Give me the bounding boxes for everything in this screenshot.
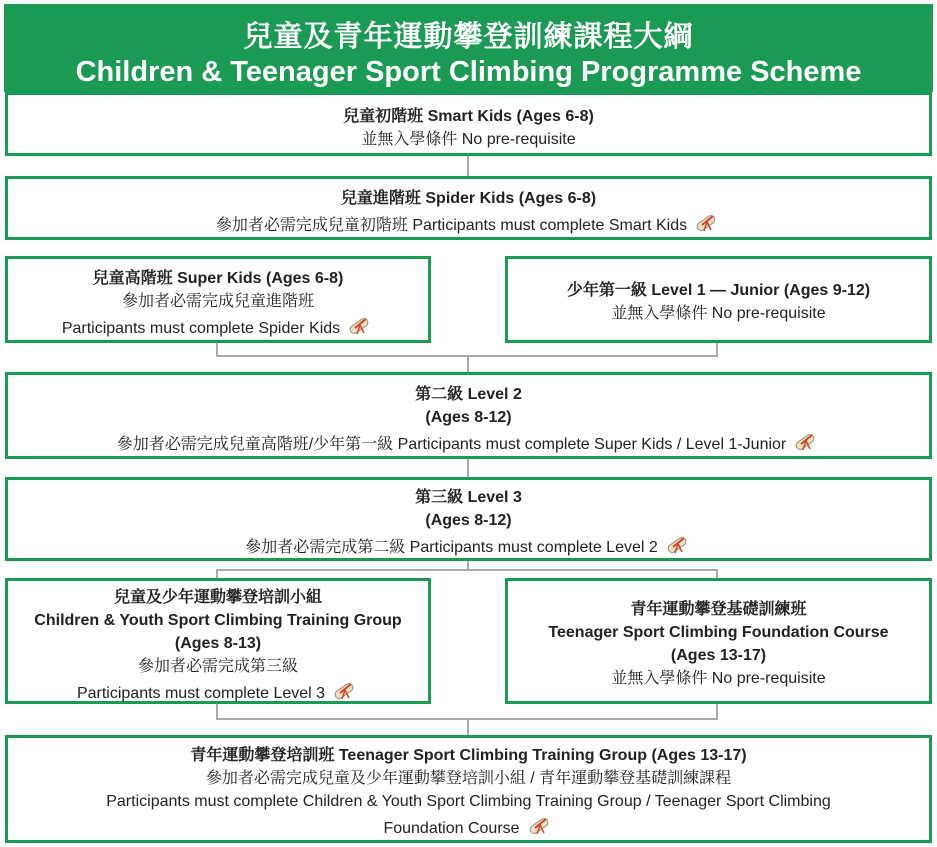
certificate-scroll-icon bbox=[790, 429, 820, 455]
course-requirement-line bbox=[8, 313, 428, 340]
course-requirement-zh: 參加者必需完成第三級 bbox=[137, 658, 298, 675]
course-title-zh: 青年運動攀登基礎訓練班 bbox=[630, 601, 807, 618]
connector-line bbox=[467, 356, 469, 372]
title-english: Children & Teenager Sport Climbing Programme Scheme bbox=[75, 56, 862, 88]
course-super-kids bbox=[5, 256, 431, 343]
course-requirement-line bbox=[8, 210, 929, 237]
course-requirement-zh: 參加者必需完成兒童及少年運動攀登培訓小組 / 青年運動攀登基礎訓練課程 bbox=[205, 770, 732, 787]
course-youth-training-group bbox=[5, 578, 431, 704]
course-requirement: 參加者必需完成兒童高階班/少年第一級 Participants must complete Super Kids / Level 1-Junior bbox=[116, 436, 787, 453]
course-requirement: 並無入學條件 No pre-requisite bbox=[611, 305, 826, 322]
course-title-en: Children & Youth Sport Climbing Training Group bbox=[34, 612, 402, 629]
certificate-scroll-icon bbox=[329, 678, 359, 704]
connector-line bbox=[467, 458, 469, 477]
scheme-header bbox=[4, 4, 933, 92]
course-requirement-line bbox=[8, 532, 929, 559]
course-requirement-en: Participants must complete Children & Youth Sport Climbing Training Group / Teenager Sport Climbing bbox=[106, 793, 831, 810]
course-level2 bbox=[5, 372, 932, 459]
title-chinese: 兒童及青年運動攀登訓練課程大綱 bbox=[243, 21, 694, 53]
course-requirement-en: Participants must complete Spider Kids bbox=[61, 320, 341, 337]
course-title: 青年運動攀登培訓班 Teenager Sport Climbing Training Group (Ages 13-17) bbox=[190, 747, 747, 764]
connector-line bbox=[716, 342, 718, 356]
connector-line bbox=[216, 342, 218, 356]
connector-line bbox=[716, 703, 718, 719]
course-ages: (Ages 8-12) bbox=[425, 409, 512, 426]
course-requirement: 並無入學條件 No pre-requisite bbox=[611, 670, 826, 687]
course-title: 兒童進階班 Spider Kids (Ages 6-8) bbox=[340, 190, 597, 207]
course-ages: (Ages 8-13) bbox=[174, 635, 262, 652]
course-requirement-en-cont: Foundation Course bbox=[383, 820, 520, 837]
connector-line bbox=[216, 570, 218, 578]
course-teen-foundation bbox=[505, 578, 932, 704]
course-requirement: 參加者必需完成兒童初階班 Participants must complete Smart Kids bbox=[215, 217, 688, 234]
course-title: 第三級 Level 3 bbox=[415, 489, 522, 506]
connector-line bbox=[716, 570, 718, 578]
certificate-scroll-icon bbox=[524, 813, 554, 839]
course-requirement-line bbox=[8, 813, 929, 840]
course-requirement-en: Participants must complete Level 3 bbox=[76, 685, 326, 702]
connector-line bbox=[216, 703, 218, 719]
course-spider-kids bbox=[5, 176, 932, 240]
course-title-zh: 兒童及少年運動攀登培訓小組 bbox=[113, 589, 322, 606]
certificate-scroll-icon bbox=[662, 532, 692, 558]
course-requirement: 並無入學條件 No pre-requisite bbox=[361, 131, 576, 148]
course-title: 兒童初階班 Smart Kids (Ages 6-8) bbox=[343, 108, 594, 125]
certificate-scroll-icon bbox=[691, 210, 721, 236]
course-title-en: Teenager Sport Climbing Foundation Course bbox=[548, 624, 889, 641]
course-requirement-line bbox=[8, 678, 428, 705]
course-title: 兒童高階班 Super Kids (Ages 6-8) bbox=[92, 270, 344, 287]
course-level3 bbox=[5, 477, 932, 561]
connector-line bbox=[216, 569, 718, 571]
course-title: 第二級 Level 2 bbox=[415, 386, 522, 403]
course-requirement-zh: 參加者必需完成兒童進階班 bbox=[121, 293, 314, 310]
connector-line bbox=[467, 155, 469, 177]
course-title: 少年第一級 Level 1 — Junior (Ages 9-12) bbox=[566, 282, 871, 299]
course-ages: (Ages 8-12) bbox=[425, 512, 512, 529]
course-level1-junior bbox=[505, 256, 932, 343]
certificate-scroll-icon bbox=[344, 313, 374, 339]
connector-line bbox=[467, 719, 469, 735]
course-teen-training-group bbox=[5, 735, 932, 843]
course-smart-kids bbox=[5, 92, 932, 156]
course-requirement-line bbox=[8, 429, 929, 456]
course-requirement: 參加者必需完成第二級 Participants must complete Level 2 bbox=[245, 539, 658, 556]
course-ages: (Ages 13-17) bbox=[670, 647, 767, 664]
